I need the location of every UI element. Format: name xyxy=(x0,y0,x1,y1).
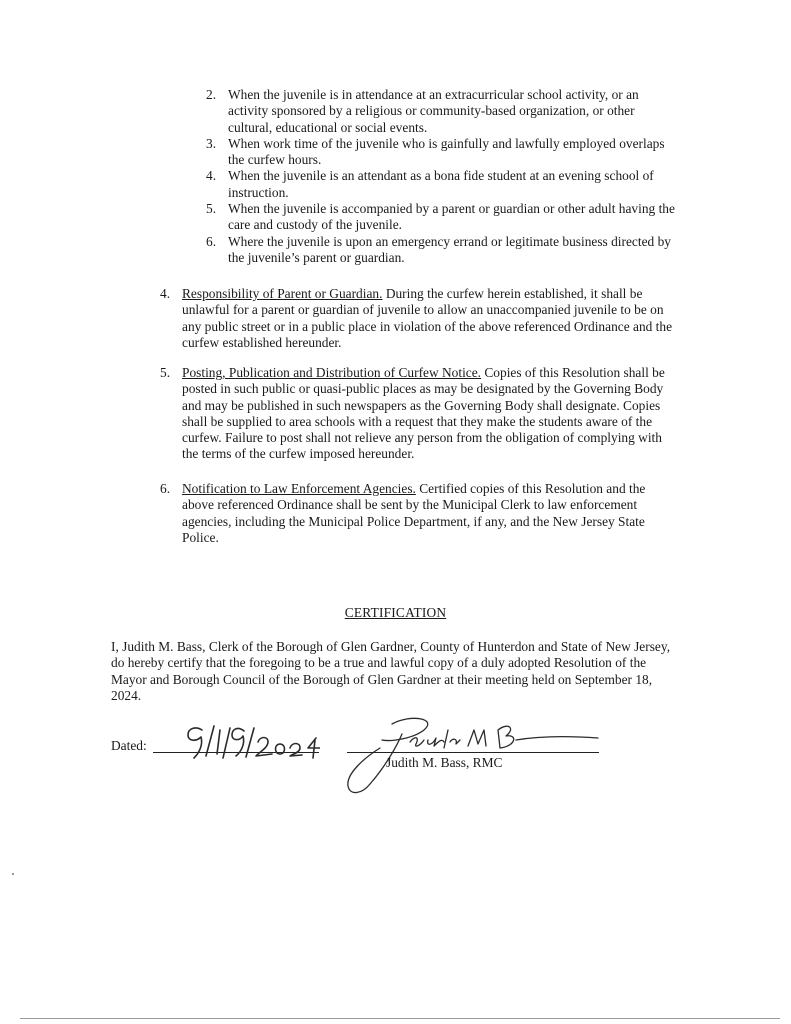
exception-item-5 xyxy=(199,201,679,234)
item-number: 2. xyxy=(206,87,217,102)
exception-item-3 xyxy=(199,136,679,169)
signer-name: Judith M. Bass, RMC xyxy=(386,755,503,770)
handwritten-date xyxy=(150,718,320,762)
section-body xyxy=(182,365,676,463)
item-text: When work time of the juvenile who is gainfully and lawfully employed overlaps the curfew hours. xyxy=(228,135,665,168)
section-law-enforcement-notification xyxy=(156,481,676,546)
item-number: 5. xyxy=(206,201,217,217)
section-number: 6. xyxy=(160,481,171,496)
section-text: During the curfew herein established, it shall be unlawful for a parent or guardian of juvenile to allow an unaccompanied juvenile to be on any public street or in a public place in violation of the above referenced Ordinance and the curfew established hereunder. xyxy=(182,286,673,350)
section-posting-publication xyxy=(156,365,676,463)
dated-label: Dated: xyxy=(111,738,147,753)
signature-line xyxy=(347,752,599,753)
section-text: Copies of this Resolution shall be posted in such public or quasi-public places as may be designated by the Governing Body and may be published in such newspapers as the Governing Body shall designate. Copies shall be supplied to area schools with a request that they make the students aware of the curfew. Failure to post shall not relieve any person from the obligation of complying with the terms of the curfew imposed hereunder. xyxy=(182,365,665,462)
section-heading: Responsibility of Parent or Guardian. xyxy=(182,286,383,301)
item-text: When the juvenile is accompanied by a parent or guardian or other adult having the care and custody of the juvenile. xyxy=(228,201,675,233)
section-heading: Notification to Law Enforcement Agencies. xyxy=(182,481,416,496)
section-body xyxy=(182,286,676,351)
item-number: 6. xyxy=(206,233,217,249)
section-parent-responsibility xyxy=(156,286,676,351)
section-heading: Posting, Publication and Distribution of Curfew Notice. xyxy=(182,365,482,380)
exception-item-6 xyxy=(199,234,679,267)
page-bottom-rule xyxy=(20,1018,780,1019)
section-text: Certified copies of this Resolution and the above referenced Ordinance shall be sent by the Municipal Clerk to law enforcement agencies, including the Municipal Police Department, if any, and the New Jersey State Police. xyxy=(182,481,646,545)
item-text: When the juvenile is in attendance at an extracurricular school activity, or an activity sponsored by a religious or community-based organization, or other cultural, educational or social events. xyxy=(228,87,639,135)
section-body xyxy=(182,481,676,546)
certification-text: I, Judith M. Bass, Clerk of the Borough of Glen Gardner, County of Hunterdon and State of New Jersey, do hereby certify that the foregoing to be a true and lawful copy of a duly adopted Resolution of the Mayor and Borough Council of the Borough of Glen Gardner at their meeting held on September 18, 2024. xyxy=(111,639,671,703)
certification-title: CERTIFICATION xyxy=(344,605,447,620)
scan-speck xyxy=(12,873,14,875)
section-number: 5. xyxy=(160,365,171,380)
exception-list xyxy=(199,87,679,266)
exception-item-4 xyxy=(199,168,679,201)
exception-item-2 xyxy=(199,87,679,136)
item-text: Where the juvenile is upon an emergency errand or legitimate business directed by the juvenile’s parent or guardian. xyxy=(228,233,671,265)
item-text: When the juvenile is an attendant as a bona fide student at an evening school of instruction. xyxy=(228,168,654,200)
section-number: 4. xyxy=(160,286,171,301)
item-number: 4. xyxy=(206,168,217,184)
item-number: 3. xyxy=(206,135,217,151)
